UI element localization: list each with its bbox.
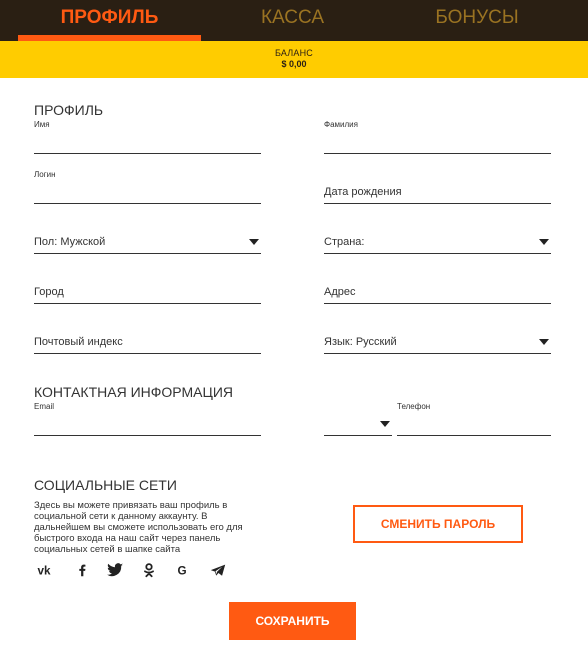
balance-value: $ 0,00	[281, 59, 307, 69]
save-button[interactable]: СОХРАНИТЬ	[229, 602, 356, 640]
svg-text:G: G	[177, 564, 187, 578]
zip-field[interactable]	[34, 330, 261, 354]
login-label: Логин	[34, 170, 56, 179]
phone-field[interactable]	[397, 412, 551, 436]
svg-text:vk: vk	[37, 564, 51, 578]
language-value: Язык: Русский	[324, 336, 397, 348]
address-field[interactable]	[324, 280, 551, 304]
country-select[interactable]	[324, 230, 551, 254]
facebook-icon[interactable]	[73, 562, 91, 578]
last-name-label: Фамилия	[324, 120, 358, 129]
city-field[interactable]	[34, 280, 261, 304]
profile-section-title: ПРОФИЛЬ	[34, 102, 104, 118]
tab-bonuses[interactable]: БОНУСЫ	[435, 7, 519, 28]
language-select[interactable]	[324, 330, 551, 354]
balance-bar	[0, 41, 588, 78]
email-label: Email	[34, 402, 55, 411]
twitter-icon[interactable]	[106, 562, 124, 578]
chevron-down-icon	[380, 421, 390, 427]
city-placeholder: Город	[34, 286, 64, 298]
tab-profile[interactable]: ПРОФИЛЬ	[60, 7, 159, 28]
first-name-label: Имя	[34, 120, 50, 129]
country-value: Страна:	[324, 236, 365, 248]
gender-value: Пол: Мужской	[34, 236, 106, 248]
login-field[interactable]	[34, 180, 261, 204]
contact-section-title: КОНТАКТНАЯ ИНФОРМАЦИЯ	[34, 384, 233, 400]
address-placeholder: Адрес	[324, 286, 356, 298]
birth-date-placeholder: Дата рождения	[324, 186, 402, 198]
email-field[interactable]	[34, 412, 261, 436]
tab-cashier[interactable]: КАССА	[260, 7, 325, 28]
top-tabs	[0, 0, 588, 41]
balance-label: БАЛАНС	[274, 48, 314, 58]
first-name-field[interactable]	[34, 130, 261, 154]
last-name-field[interactable]	[324, 130, 551, 154]
chevron-down-icon	[249, 239, 259, 245]
gender-select[interactable]	[34, 230, 261, 254]
zip-placeholder: Почтовый индекс	[34, 336, 123, 348]
google-icon[interactable]	[173, 562, 191, 578]
social-description: Здесь вы можете привязать ваш профиль в социальной сети к данному аккаунту. В дальнейшем вы сможете использовать его для быстрого входа на наш сайт через панель социальных сетей в шапке сайта	[34, 500, 243, 555]
phone-code-select[interactable]	[324, 412, 392, 436]
birth-date-field[interactable]	[324, 180, 551, 204]
vk-icon[interactable]	[35, 562, 53, 578]
telegram-icon[interactable]	[209, 562, 227, 578]
phone-label: Телефон	[397, 402, 431, 411]
chevron-down-icon	[539, 239, 549, 245]
odnoklassniki-icon[interactable]	[140, 562, 158, 578]
change-password-button[interactable]: СМЕНИТЬ ПАРОЛЬ	[353, 505, 523, 543]
social-section-title: СОЦИАЛЬНЫЕ СЕТИ	[34, 477, 177, 493]
chevron-down-icon	[539, 339, 549, 345]
